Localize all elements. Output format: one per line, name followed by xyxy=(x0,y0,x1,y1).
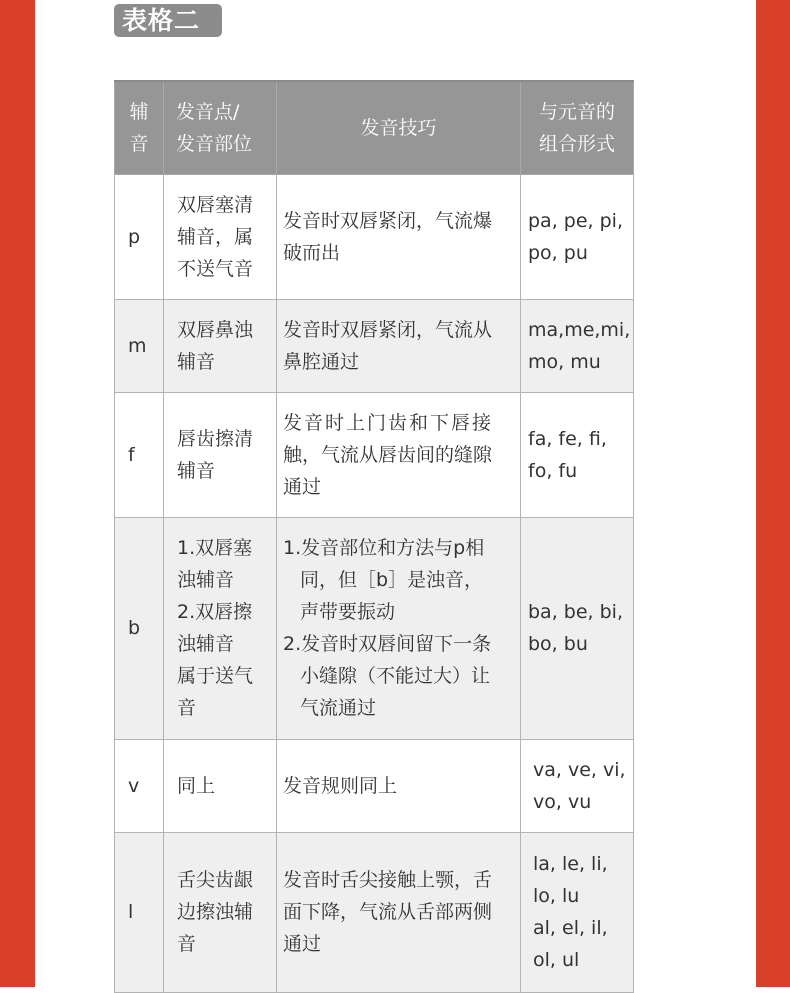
table-row xyxy=(115,299,634,392)
table-row xyxy=(115,392,634,517)
table-row xyxy=(115,174,634,299)
consonant-cell: m xyxy=(115,299,164,392)
combination-cell: va, ve, vi, vo, vu xyxy=(521,739,634,832)
consonant-cell: f xyxy=(115,392,164,517)
articulation-point-cell: 双唇鼻浊 辅音 xyxy=(164,299,277,392)
technique-cell: 1.发音部位和方法与p相 同，但［b］是浊音， 声带要振动 2.发音时双唇间留下一条 小缝隙（不能过大）让 气流通过 xyxy=(277,517,521,739)
articulation-point-cell: 同上 xyxy=(164,739,277,832)
right-red-border xyxy=(756,0,790,987)
consonant-cell: v xyxy=(115,739,164,832)
consonant-cell: l xyxy=(115,832,164,992)
technique-cell: 发音时舌尖接触上颚，舌 面下降，气流从舌部两侧 通过 xyxy=(277,832,521,992)
technique-cell: 发音时上门齿和下唇接 触，气流从唇齿间的缝隙 通过 xyxy=(277,392,521,517)
section-title: 表格二 xyxy=(114,4,222,37)
table-header-row xyxy=(115,81,634,174)
header-vowel-combinations: 与元音的 组合形式 xyxy=(521,81,634,174)
articulation-point-cell: 舌尖齿龈 边擦浊辅 音 xyxy=(164,832,277,992)
combination-cell: ba, be, bi, bo, bu xyxy=(521,517,634,739)
table-row xyxy=(115,517,634,739)
header-consonant: 辅 音 xyxy=(115,81,164,174)
articulation-point-cell: 双唇塞清 辅音，属 不送气音 xyxy=(164,174,277,299)
technique-cell: 发音规则同上 xyxy=(277,739,521,832)
header-technique: 发音技巧 xyxy=(277,81,521,174)
combination-cell: fa, fe, fi, fo, fu xyxy=(521,392,634,517)
header-articulation-point: 发音点/ 发音部位 xyxy=(164,81,277,174)
consonant-cell: b xyxy=(115,517,164,739)
left-red-border xyxy=(0,0,35,987)
consonant-cell: p xyxy=(115,174,164,299)
combination-cell: la, le, li, lo, lu al, el, il, ol, ul xyxy=(521,832,634,992)
articulation-point-cell: 1.双唇塞 浊辅音 2.双唇擦 浊辅音 属于送气 音 xyxy=(164,517,277,739)
consonant-table-container xyxy=(114,80,633,993)
table-row xyxy=(115,832,634,992)
combination-cell: pa, pe, pi, po, pu xyxy=(521,174,634,299)
combination-cell: ma,me,mi, mo, mu xyxy=(521,299,634,392)
articulation-point-cell: 唇齿擦清 辅音 xyxy=(164,392,277,517)
consonant-table xyxy=(114,80,634,993)
technique-cell: 发音时双唇紧闭，气流从 鼻腔通过 xyxy=(277,299,521,392)
table-row xyxy=(115,739,634,832)
technique-cell: 发音时双唇紧闭，气流爆 破而出 xyxy=(277,174,521,299)
